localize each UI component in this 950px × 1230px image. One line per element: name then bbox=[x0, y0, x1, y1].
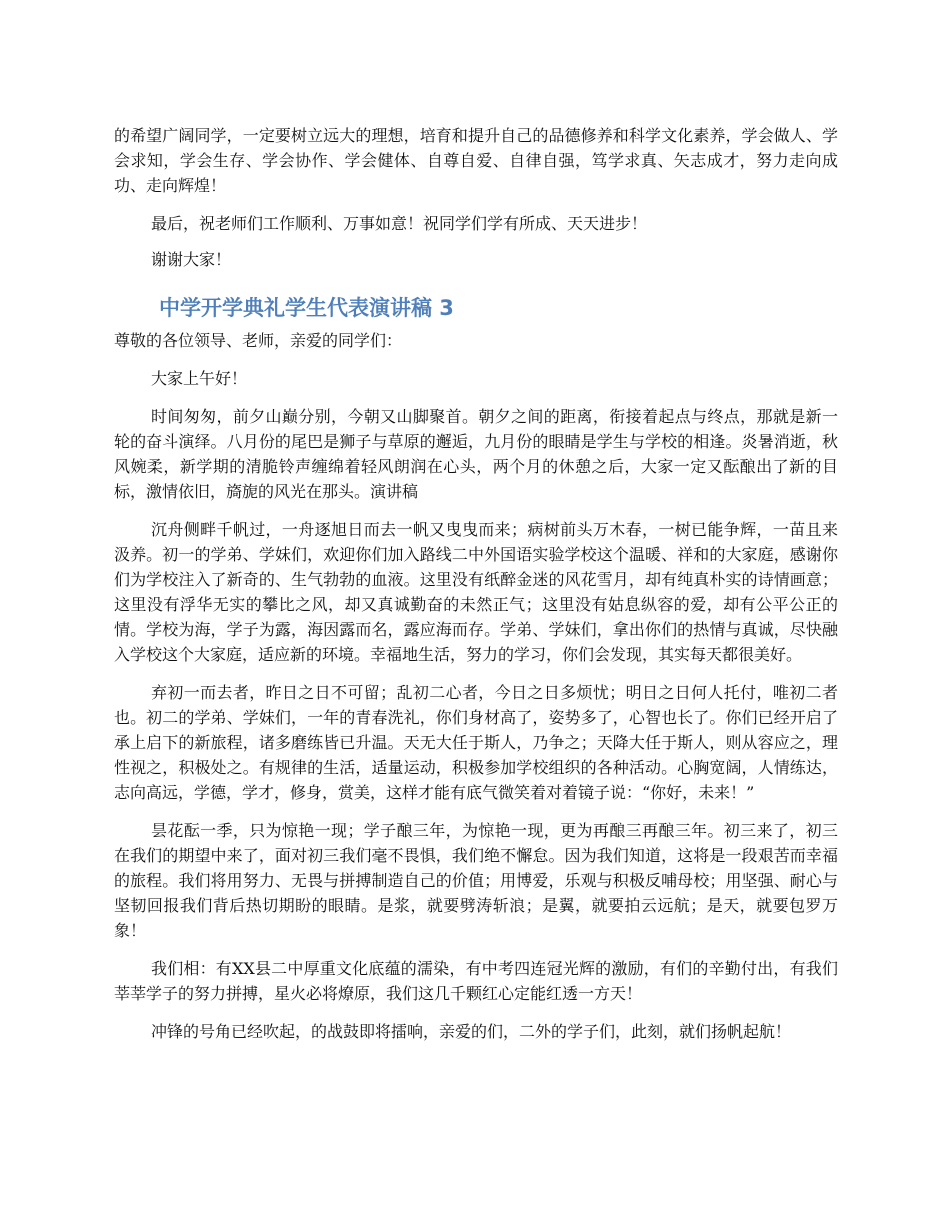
body-paragraph: 沉舟侧畔千帆过，一舟逐旭日而去一帆又曳曳而来；病树前头万木春，一树已能争辉，一苗且来汲养。初一的学弟、学妹们，欢迎你们加入路线二中外国语实验学校这个温暖、祥和的大家庭，感谢你们为学校注入了新奇的、生气勃勃的血液。这里没有纸醉金迷的风花雪月，却有纯真朴实的诗情画意；这里没有浮华无实的攀比之风，却又真诚勤奋的未然正气；这里没有姑息纵容的爱，却有公平公正的情。学校为海，学子为露，海因露而名，露应海而存。学弟、学妹们，拿出你们的热情与真诚，尽快融入学校这个大家庭，适应新的环境。幸福地生活，努力的学习，你们会发现，其实每天都很美好。 bbox=[114, 520, 838, 664]
body-paragraph: 冲锋的号角已经吹起，的战鼓即将擂响，亲爱的们，二外的学子们，此刻，就们扬帆起航！ bbox=[151, 1022, 792, 1041]
salutation: 尊敬的各位领导、老师，亲爱的同学们： bbox=[114, 331, 403, 350]
body-paragraph: 昙花酝一季，只为惊艳一现；学子酿三年，为惊艳一现，更为再酿三再酿三年。初三来了，初三在我们的期望中来了，面对初三我们毫不畏惧，我们绝不懈怠。因为我们知道，这将是一段艰苦而幸福的旅程。我们将用努力、无畏与拼搏制造自己的价值；用博爱，乐观与积极反哺母校；用坚强、耐心与坚韧回报我们背后热切期盼的眼睛。是浆，就要劈涛斩浪；是翼，就要拍云远航；是天，就要包罗万象！ bbox=[114, 821, 838, 940]
document-body bbox=[114, 123, 838, 1044]
closing-wish: 最后，祝老师们工作顺利、万事如意！祝同学们学有所成、天天进步！ bbox=[151, 214, 648, 233]
greeting: 大家上午好！ bbox=[151, 369, 248, 388]
lead-paragraph: 的希望广阔同学，一定要树立远大的理想，培育和提升自己的品德修养和科学文化素养，学会做人、学会求知，学会生存、学会协作、学会健体、自尊自爱、自律自强，笃学求真、矢志成才，努力走向成功、走向辉煌！ bbox=[114, 126, 838, 195]
body-paragraph: 时间匆匆，前夕山巅分别，今朝又山脚聚首。朝夕之间的距离，衔接着起点与终点，那就是新一轮的奋斗演绎。八月份的尾巴是狮子与草原的邂逅，九月份的眼睛是学生与学校的相逢。炎暑消逝，秋风婉柔，新学期的清脆铃声缠绵着轻风朗润在心头，两个月的休憩之后，大家一定又酝酿出了新的目标，激情依旧，旖旎的风光在那头。演讲稿 bbox=[114, 407, 838, 501]
thanks-line: 谢谢大家！ bbox=[151, 250, 232, 269]
body-paragraph: 我们相：有XX县二中厚重文化底蕴的濡染，有中考四连冠光辉的激励，有们的辛勤付出，有我们莘莘学子的努力拼搏，星火必将燎原，我们这几千颗红心定能红透一方天！ bbox=[114, 959, 838, 1003]
speech-heading: 中学开学典礼学生代表演讲稿 3 bbox=[159, 296, 454, 320]
body-paragraph: 弃初一而去者，昨日之日不可留；乱初二心者，今日之日多烦忧；明日之日何人托付，唯初二者也。初二的学弟、学妹们，一年的青春洗礼，你们身材高了，姿势多了，心智也长了。你们已经开启了承上启下的新旅程，诸多磨练皆已升温。天无大任于斯人，乃争之；天降大任于斯人，则从容应之，理性视之，积极处之。有规律的生活，适量运动，积极参加学校组织的各种活动。心胸宽阔，人情练达，志向高远，学德，学才，修身，赏美，这样才能有底气微笑着对着镜子说：“你好，未来！” bbox=[114, 683, 838, 802]
